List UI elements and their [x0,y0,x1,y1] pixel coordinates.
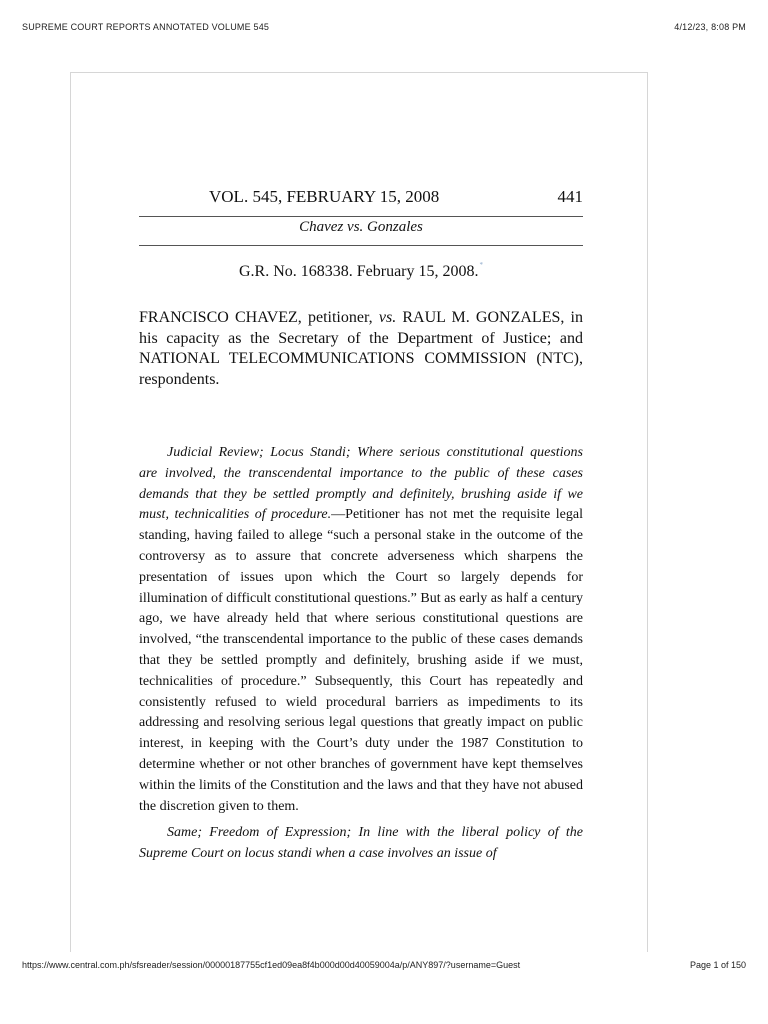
gr-number-text: G.R. No. 168338. February 15, 2008. [238,263,479,280]
print-footer [22,960,746,974]
case-parties [139,308,583,390]
running-head-volume: VOL. 545, FEBRUARY 15, 2008 [209,187,440,206]
parties-respondents: RAUL M. GONZALES, in his capacity as the Secretary of the Department of Justice; and NATIONAL TELECOMMUNICATIONS COMMISSION (NTC), respondents. [139,309,584,388]
syllabus-keywords: Judicial Review; Locus Standi; Where serious constitutional questions are involved, the transcendental importance to the public of these cases demands that they be settled promptly and definitely, brushing aside if we must, technicalities of procedure. [139,445,583,523]
parties-vs: vs. [378,309,397,326]
footnote-marker[interactable]: * [479,261,484,269]
print-footer-page: Page 1 of 150 [689,960,746,970]
syllabus-paragraph [139,823,583,865]
running-head-case-title: Chavez vs. Gonzales [299,219,423,235]
print-header [22,22,746,36]
print-header-datetime: 4/12/23, 8:08 PM [674,22,746,32]
header-rule-top [139,216,583,217]
syllabus-body: —Petitioner has not met the requisite legal standing, having failed to allege “such a personal stake in the outcome of the controversy as to assure that concrete adverseness which sharpens the presentation of issues upon which the Court so largely depends for illumination of difficult constitutional questions.” But as early as half a century ago, we have already held that where serious constitutional questions are involved, “the transcendental importance to the public of these cases demands that they be settled promptly and definitely, brushing aside if we must, technicalities of procedure.” Subsequently, this Court has repeatedly and consistently refused to wield procedural barriers as impediments to its addressing and resolving serious legal questions that greatly impact on public interest, in keeping with the Court’s duty under the 1987 Constitution to determine whether or not other branches of government have kept themselves within the limits of the Constitution and the laws and that they have not abused the discretion given to them. [139,507,583,814]
syllabus-keywords: Same; Freedom of Expression; In line with the liberal policy of the Supreme Court on locus standi when a case involves an issue of [139,825,583,862]
print-header-title: SUPREME COURT REPORTS ANNOTATED VOLUME 545 [22,22,270,32]
document-page [70,72,648,952]
gr-number [139,261,583,281]
parties-petitioner: FRANCISCO CHAVEZ, petitioner, [139,309,373,326]
running-head-page-number: 441 [557,187,583,206]
print-footer-url: https://www.central.com.ph/sfsreader/session/00000187755cf1ed09ea8f4b000d00d40059004a/p/ANY897/?username=Guest [22,960,521,970]
header-rule-bottom [139,245,583,246]
syllabus-paragraph [139,443,583,817]
running-head [139,187,583,211]
syllabus [139,443,583,871]
